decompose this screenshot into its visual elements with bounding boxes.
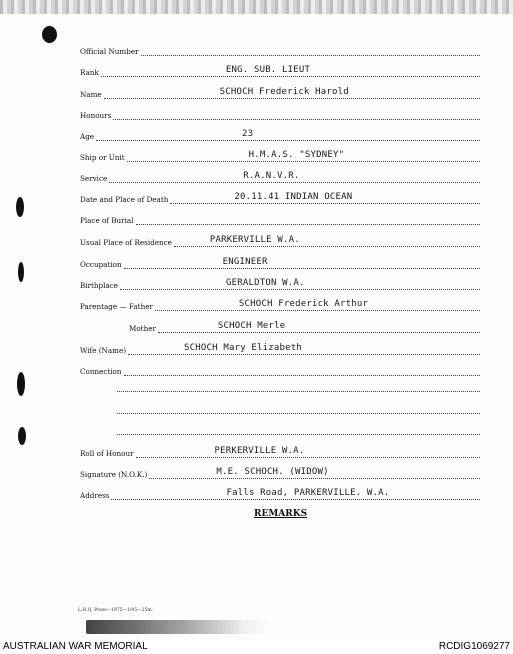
archive-footer — [0, 640, 513, 654]
residence-value: PARKERVILLE W.A. — [209, 235, 300, 245]
rank-row — [80, 63, 480, 77]
footer-institution: AUSTRALIAN WAR MEMORIAL — [3, 641, 148, 652]
remarks-heading: REMARKS — [254, 509, 308, 519]
mother-row — [80, 319, 480, 333]
age-label: Age — [80, 132, 95, 141]
official-number-label: Official Number — [80, 47, 139, 56]
birthplace-value: GERALDTON W.A. — [226, 278, 305, 288]
connection-line-3 — [117, 412, 480, 414]
occupation-value: ENGINEER — [222, 257, 268, 267]
occupation-row — [80, 255, 480, 269]
address-value: Falls Road, PARKERVILLE. W.A. — [226, 488, 390, 498]
connection-row — [80, 362, 480, 376]
connection-line-2 — [117, 390, 480, 392]
service-value: R.A.N.V.R. — [243, 171, 300, 181]
wife-row — [80, 341, 480, 355]
printer-imprint: L.H.Q. Press—1975—1/45—25m. — [78, 608, 154, 613]
signature-value: M.E. SCHOCH. (WIDOW) — [216, 467, 329, 477]
punch-hole-top — [42, 26, 57, 43]
death-label: Date and Place of Death — [80, 195, 169, 204]
ship-label: Ship or Unit — [80, 153, 125, 162]
signature-row — [80, 465, 480, 479]
rank-label: Rank — [80, 68, 99, 77]
burial-label: Place of Burial — [80, 216, 134, 225]
age-row — [80, 127, 480, 141]
rank-value: ENG. SUB. LIEUT — [225, 65, 311, 75]
address-row — [80, 486, 480, 500]
name-label: Name — [80, 90, 102, 99]
birthplace-label: Birthplace — [80, 281, 118, 290]
mother-label: Mother — [129, 324, 156, 333]
death-value: 20.11.41 INDIAN OCEAN — [234, 192, 353, 202]
death-row — [80, 190, 480, 204]
scan-smudge — [86, 620, 272, 634]
punch-hole-bottom — [18, 427, 26, 445]
mother-value: SCHOCH Merle — [217, 321, 286, 331]
name-value: SCHOCH Frederick Harold — [219, 87, 349, 97]
occupation-label: Occupation — [80, 260, 122, 269]
name-row — [80, 85, 480, 99]
wife-label: Wife (Name) — [80, 346, 127, 355]
footer-record-id: RCDIG1069277 — [438, 641, 510, 652]
signature-label: Signature (N.O.K.) — [80, 470, 148, 479]
service-label: Service — [80, 174, 108, 183]
roll-label: Roll of Honour — [80, 449, 134, 458]
residence-label: Usual Place of Residence — [80, 238, 172, 247]
wife-value: SCHOCH Mary Elizabeth — [184, 343, 303, 353]
birthplace-row — [80, 276, 480, 290]
honours-row — [80, 106, 480, 120]
connection-label: Connection — [80, 367, 122, 376]
roll-row — [80, 444, 480, 458]
ship-value: H.M.A.S. "SYDNEY" — [248, 150, 345, 160]
service-row — [80, 169, 480, 183]
father-row — [80, 297, 480, 311]
ship-row — [80, 148, 480, 162]
father-label: Parentage — Father — [80, 302, 153, 311]
father-value: SCHOCH Frederick Arthur — [238, 299, 369, 309]
punch-hole-upper — [16, 197, 24, 217]
connection-line-4 — [117, 433, 480, 435]
age-value: 23 — [242, 129, 254, 139]
burial-row — [80, 211, 480, 225]
punch-hole-mid — [18, 262, 24, 282]
punch-hole-lower — [17, 372, 25, 396]
address-label: Address — [80, 491, 110, 500]
scan-top-edge — [0, 0, 513, 14]
honours-label: Honours — [80, 111, 112, 120]
residence-row — [80, 233, 480, 247]
official-number-row — [80, 42, 480, 56]
roll-value: PERKERVILLE W.A. — [214, 446, 305, 456]
